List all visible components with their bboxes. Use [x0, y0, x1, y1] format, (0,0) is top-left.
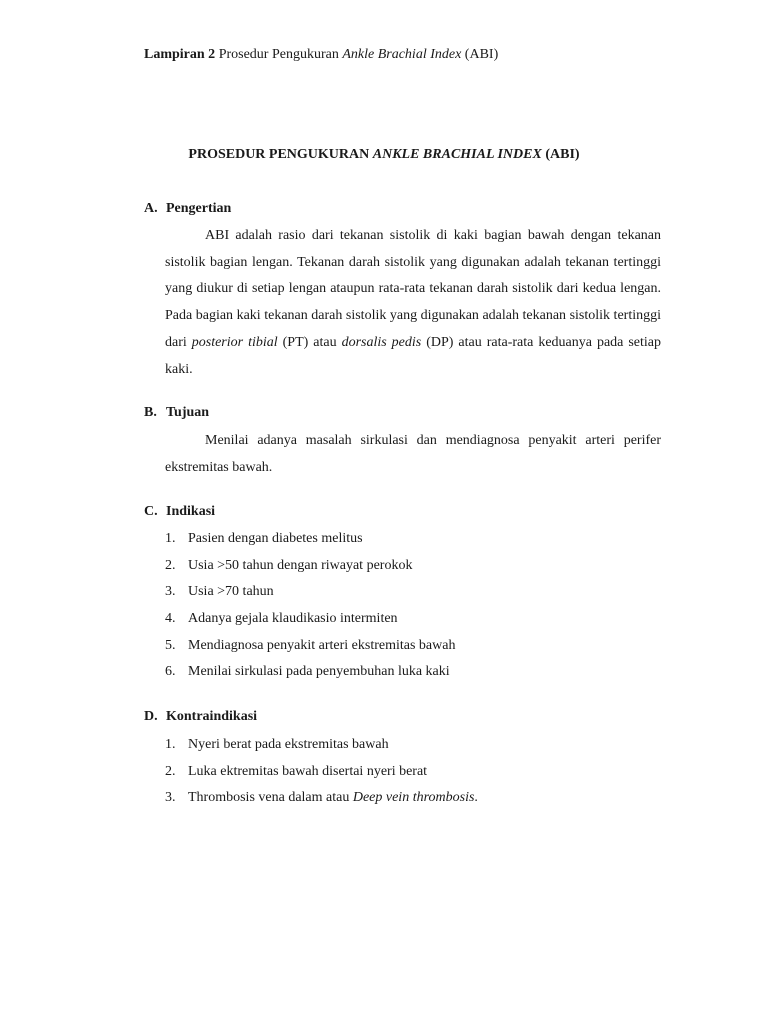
section-c-title: Indikasi	[166, 504, 216, 519]
deep-vein-thrombosis-term: Deep vein thrombosis	[352, 790, 475, 806]
list-item: 3. Thrombosis vena dalam atau Deep vein thrombosis.	[165, 790, 478, 806]
section-b-heading	[144, 405, 209, 421]
list-item: 5. Mendiagnosa penyakit arteri ekstremitas bawah	[165, 637, 456, 653]
header-label: Lampiran 2	[144, 47, 216, 62]
header-text: Prosedur Pengukuran	[218, 47, 339, 62]
header-italic: Ankle Brachial Index	[342, 47, 462, 62]
list-item: 1. Pasien dengan diabetes melitus	[165, 531, 363, 546]
section-c-heading	[144, 504, 215, 520]
section-d-heading	[144, 709, 257, 725]
section-b-title: Tujuan	[166, 405, 210, 420]
indication-list	[165, 526, 455, 686]
title-part2: (ABI)	[545, 147, 580, 162]
section-a-heading	[144, 201, 231, 217]
list-item: 4. Adanya gejala klaudikasio intermiten	[165, 611, 398, 627]
document-title	[0, 147, 768, 163]
section-a-letter: A.	[144, 201, 158, 216]
section-b-letter: B.	[144, 405, 157, 420]
section-d-title: Kontraindikasi	[166, 709, 258, 724]
list-item: 1. Nyeri berat pada ekstremitas bawah	[165, 737, 389, 752]
section-d-letter: D.	[144, 709, 158, 724]
contraindication-list	[165, 732, 478, 812]
posterior-tibial-term: posterior tibial	[191, 334, 278, 350]
title-italic: ANKLE BRACHIAL INDEX	[372, 147, 542, 162]
section-b-paragraph: Menilai adanya masalah sirkulasi dan mendiagnosa penyakit arteri perifer ekstremitas bawah.	[165, 433, 661, 475]
list-item: 6. Menilai sirkulasi pada penyembuhan luka kaki	[165, 664, 450, 680]
list-item: 2. Usia >50 tahun dengan riwayat perokok	[165, 557, 413, 573]
list-item: 2. Luka ektremitas bawah disertai nyeri berat	[165, 763, 428, 779]
section-a-paragraph: ABI adalah rasio dari tekanan sistolik di kaki bagian bawah dengan tekanan sistolik bagian lengan. Tekanan darah sistolik yang digunakan adalah tekanan tertinggi yang diukur di setiap lengan ataupun rata-rata tekanan darah sistolik dari kedua lengan. Pada bagian kaki tekanan darah sistolik yang digunakan adalah tekanan sistolik tertinggi dari posterior tibial (PT) atau dorsalis pedis (DP) atau rata-rata keduanya pada setiap kaki.	[165, 228, 662, 377]
header-suffix: (ABI)	[464, 47, 499, 62]
list-item: 3. Usia >70 tahun	[165, 584, 274, 600]
title-part1: PROSEDUR PENGUKURAN	[188, 147, 370, 162]
dorsalis-pedis-term: dorsalis pedis	[341, 334, 422, 350]
section-c-letter: C.	[144, 504, 158, 519]
page-header	[144, 47, 498, 63]
section-a-title: Pengertian	[166, 201, 232, 216]
